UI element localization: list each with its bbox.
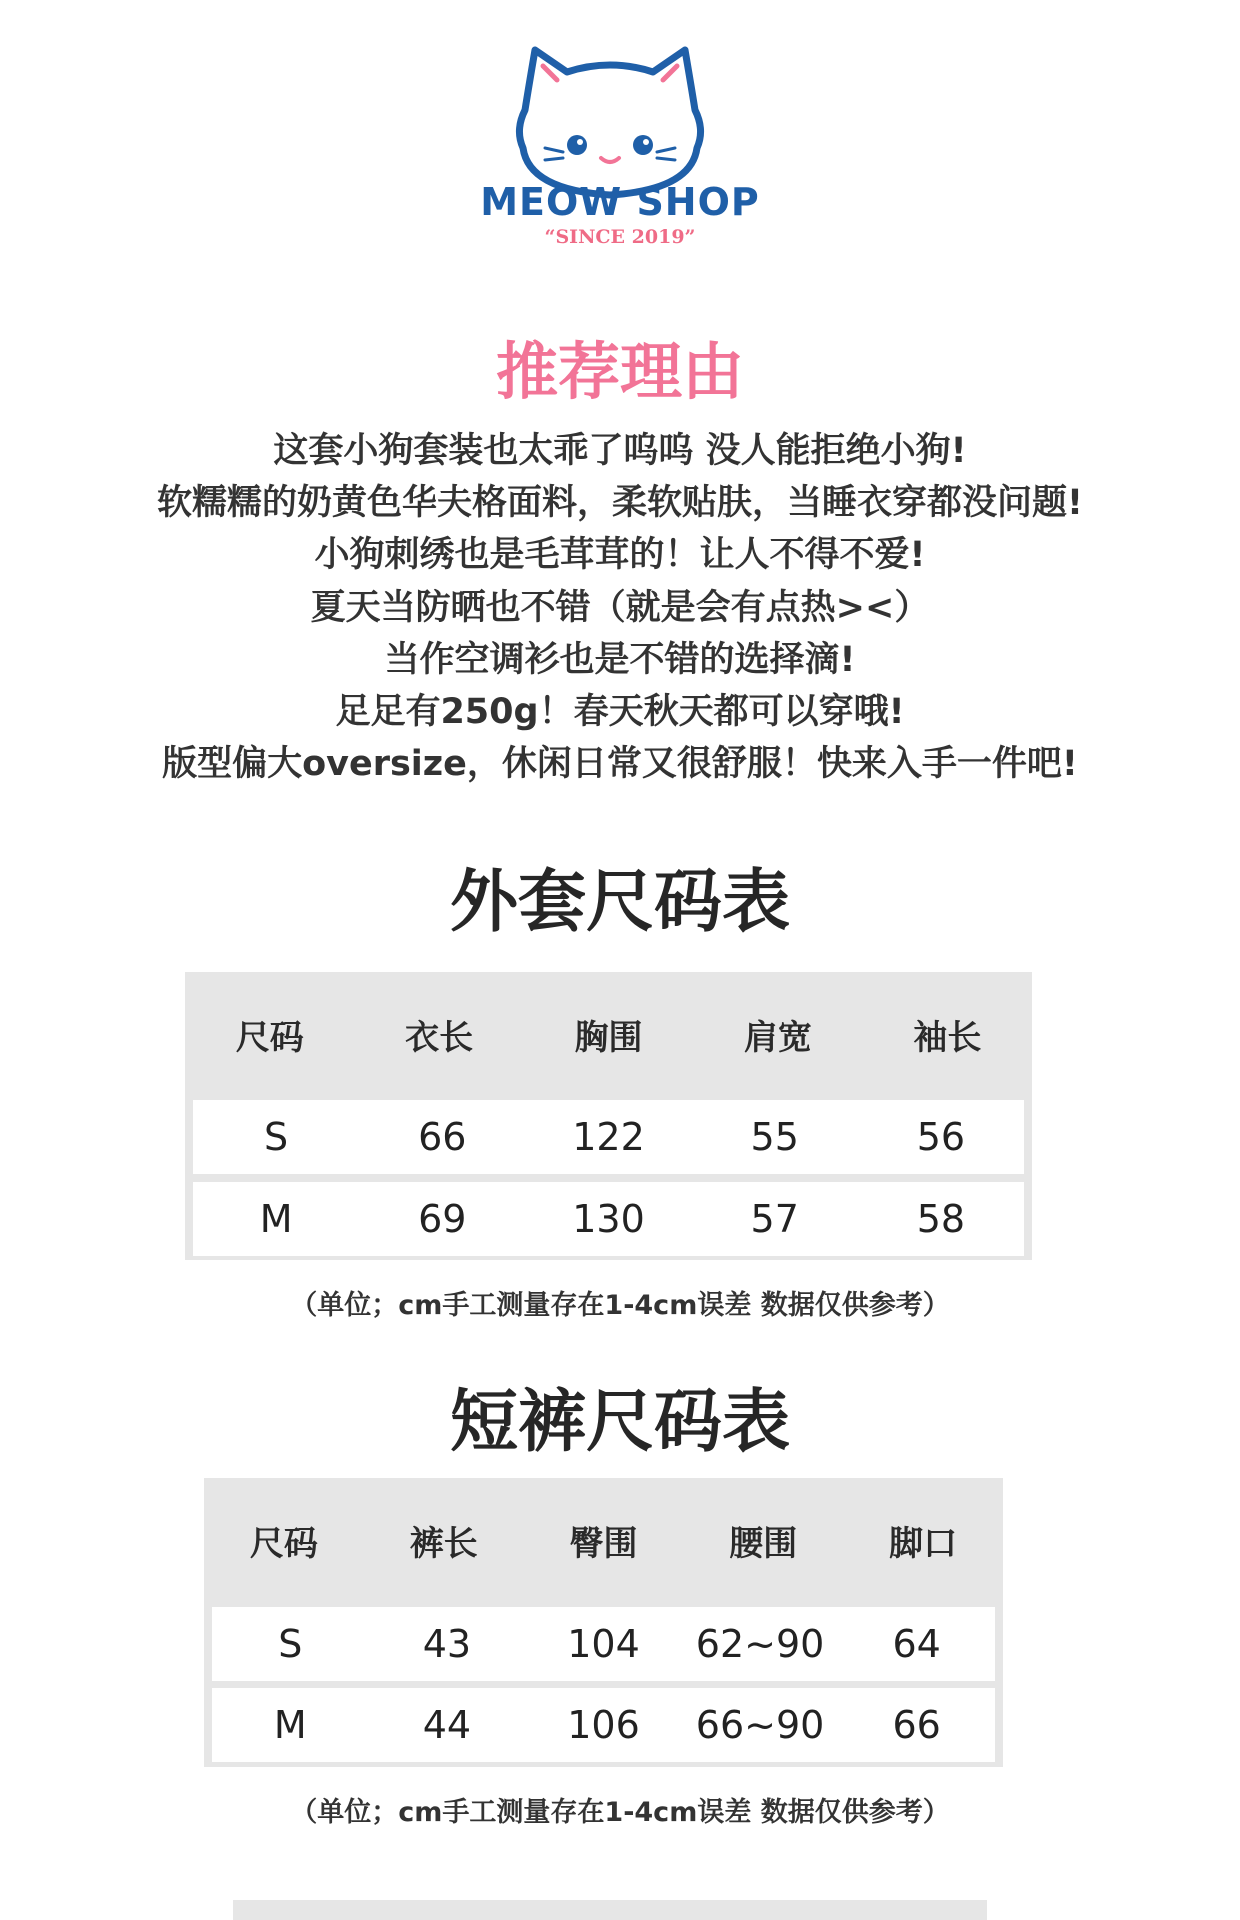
brand-name: MEOW SHOP [480, 180, 760, 224]
shorts-size-note: （单位；cm手工测量存在1-4cm误差 数据仅供参考） [290, 1797, 950, 1828]
table-header-cell: 臀围 [569, 1524, 638, 1564]
table-row [212, 1607, 995, 1681]
table-cell: 43 [422, 1622, 472, 1666]
cat-face-logo-icon [505, 30, 715, 205]
table-header-row [204, 1478, 1003, 1603]
table-cell: 104 [567, 1622, 640, 1666]
table-cell: 69 [418, 1197, 467, 1241]
next-section-bar [233, 1900, 987, 1920]
shorts-size-table [204, 1478, 1003, 1767]
jacket-size-title: 外套尺码表 [449, 863, 790, 942]
reason-line: 当作空调衫也是不错的选择滴! [384, 639, 856, 680]
table-cell: S [278, 1622, 303, 1666]
table-cell: 66 [892, 1703, 941, 1747]
table-cell: 55 [750, 1115, 799, 1159]
jacket-size-note: （单位；cm手工测量存在1-4cm误差 数据仅供参考） [290, 1290, 950, 1321]
table-cell: 58 [916, 1197, 966, 1241]
reason-line: 足足有250g！春天秋天都可以穿哦! [335, 691, 905, 732]
table-cell: 56 [916, 1115, 966, 1159]
table-cell: 106 [567, 1703, 640, 1747]
reason-line: 夏天当防晒也不错（就是会有点热><） [310, 587, 930, 628]
table-row [193, 1100, 1024, 1174]
table-cell: 64 [892, 1622, 941, 1666]
table-cell: 66~90 [695, 1703, 825, 1747]
table-header-cell: 裤长 [409, 1524, 478, 1564]
reason-line: 这套小狗套装也太乖了呜呜 没人能拒绝小狗! [273, 431, 967, 471]
table-header-cell: 尺码 [235, 1018, 304, 1058]
jacket-size-table [185, 972, 1032, 1260]
table-cell: S [264, 1115, 289, 1159]
reason-line: 版型偏大oversize，休闲日常又很舒服！快来入手一件吧! [162, 744, 1078, 785]
table-cell: 44 [422, 1703, 472, 1747]
table-header-cell: 肩宽 [743, 1018, 812, 1058]
table-cell: 130 [572, 1197, 645, 1241]
reason-title: 推荐理由 [495, 335, 744, 408]
table-header-cell: 衣长 [405, 1018, 474, 1058]
reason-line: 小狗刺绣也是毛茸茸的！让人不得不爱! [314, 535, 926, 576]
table-header-row [185, 972, 1032, 1097]
table-header-cell: 腰围 [729, 1524, 798, 1564]
table-header-cell: 袖长 [913, 1018, 982, 1058]
table-row [193, 1182, 1024, 1256]
table-row [212, 1688, 995, 1762]
reason-line: 软糯糯的奶黄色华夫格面料，柔软贴肤，当睡衣穿都没问题! [157, 483, 1083, 524]
table-header-cell: 尺码 [249, 1524, 318, 1564]
table-header-cell: 胸围 [574, 1018, 643, 1058]
shorts-size-title: 短裤尺码表 [449, 1383, 790, 1462]
table-header-cell: 脚口 [889, 1524, 958, 1564]
table-cell: 62~90 [695, 1622, 825, 1666]
reason-list [0, 425, 1240, 790]
brand-logo [500, 30, 720, 290]
table-cell: M [273, 1703, 307, 1747]
table-cell: 57 [750, 1197, 799, 1241]
brand-since: “SINCE 2019” [544, 226, 696, 248]
table-cell: 66 [418, 1115, 467, 1159]
table-cell: M [259, 1197, 293, 1241]
table-cell: 122 [572, 1115, 645, 1159]
